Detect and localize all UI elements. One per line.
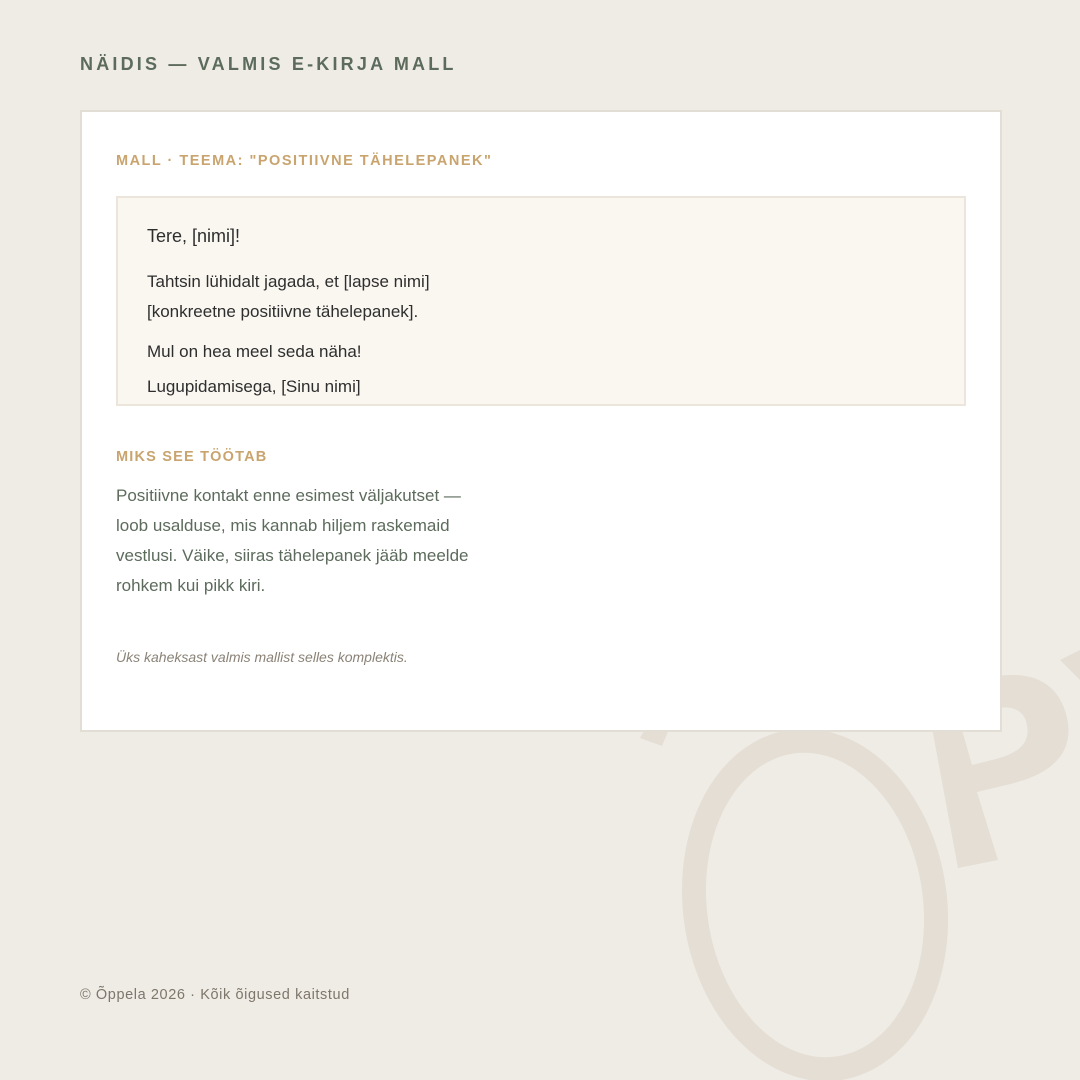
email-body-line: Mul on hea meel seda näha! — [147, 342, 362, 361]
why-it-works-text-line: Positiivne kontakt enne esimest väljakutset — — [116, 486, 461, 505]
email-body-line: [konkreetne positiivne tähelepanek]. — [147, 302, 419, 321]
email-signature: Lugupidamisega, [Sinu nimi] — [147, 377, 361, 396]
template-set-note: Üks kaheksast valmis mallist selles komplektis. — [116, 649, 408, 665]
why-it-works-text-line: loob usalduse, mis kannab hiljem raskemaid — [116, 516, 450, 535]
template-card — [80, 110, 1002, 732]
page-title: NÄIDIS — VALMIS E-KIRJA MALL — [80, 54, 457, 74]
email-template-box — [116, 196, 966, 406]
footer-copyright: © Õppela 2026 · Kõik õigused kaitstud — [80, 987, 350, 1003]
why-it-works-heading: MIKS SEE TÖÖTAB — [116, 449, 268, 465]
email-body-line: Tahtsin lühidalt jagada, et [lapse nimi] — [147, 272, 430, 291]
template-theme-label: MALL · TEEMA: "POSITIIVNE TÄHELEPANEK" — [116, 153, 493, 169]
email-greeting: Tere, [nimi]! — [147, 226, 241, 246]
why-it-works-text-line: vestlusi. Väike, siiras tähelepanek jääb meelde — [116, 546, 469, 565]
why-it-works-text-line: rohkem kui pikk kiri. — [116, 576, 266, 595]
